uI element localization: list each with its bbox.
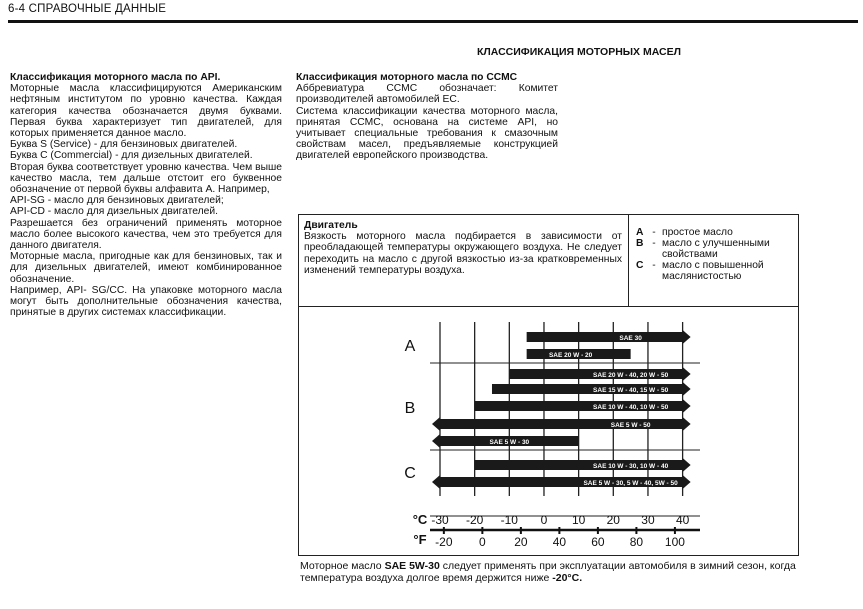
oil-range-label: SAE 30 [619,335,642,342]
api-heading: Классификация моторного масла по API. [10,72,221,83]
legend-text: масло с улучшенными свойствами [662,238,770,260]
celsius-tick-label: 20 [606,513,620,527]
api-paragraph: API-CD - масло для дизельных двигателей. [10,206,218,218]
api-paragraph: API-SG - масло для бензиновых двигателей; [10,195,224,207]
legend-item: C - масло с повышенной маслянистостью [636,260,796,282]
oil-range-label: SAE 5 W - 30, 5 W - 40, 5W - 50 [583,480,678,487]
legend-text: простое масло [662,227,733,238]
fahrenheit-unit: °F [413,532,427,547]
fahrenheit-tick-label: -20 [435,535,453,549]
oil-range-label: SAE 20 W - 40, 20 W - 50 [593,372,669,379]
api-paragraph: Моторные масла, пригодные как для бензиновых, так и для дизельных двигателей, имеют комбинированное обозначение. [10,251,282,285]
oil-range-bar [527,330,691,344]
caption [300,560,820,584]
legend-item: A - простое масло [636,227,796,238]
fahrenheit-tick-label: 80 [629,535,644,549]
celsius-tick-label: 10 [571,513,586,527]
celsius-tick-label: 30 [641,513,655,527]
ccmc-paragraph: Аббревиатура ССМС обозначает: Комитет производителей автомобилей ЕС. [296,83,558,106]
celsius-unit: °C [412,512,428,527]
legend-key: A [636,227,644,238]
api-paragraph: Разрешается без ограничений применять моторное масло более высокого качества, чем это требуется для данного двигателя. [10,217,282,252]
api-paragraph: Моторные масла классифицируются Американским нефтяным институтом по уровню качества. Каждая категория качества обозначается двумя буквами. Первая буква характеризует тип двигателей, для которых применяется данное масло. [10,83,282,140]
group-label: A [404,338,416,355]
celsius-tick-label: -20 [465,513,484,527]
oil-range-label: SAE 20 W - 20 [548,352,593,359]
ccmc-heading: Классификация моторного масла по ССМС [296,72,518,83]
api-paragraph: Буква S (Service) - для бензиновых двигателей. [10,139,238,151]
ccmc-paragraph: Система классификации качества моторного масла, принятая ССМС, основана на системе API, но учитывает специальные требования к смазочным свойствам масел, предъявляемые конструкцией двигателей европейского производства. [296,105,558,162]
oil-range-label: SAE 10 W - 30, 10 W - 40 [593,463,669,470]
caption-oil: SAE 5W-30 [384,560,440,572]
engine-heading: Двигатель [304,220,358,231]
legend-key: B [636,238,644,249]
group-label: B [404,400,416,417]
api-paragraph: Буква C (Commercial) - для дизельных двигателей. [10,150,253,162]
caption-part: Моторное масло [300,560,385,572]
fahrenheit-tick-label: 100 [664,535,685,549]
oil-range-label: SAE 5 W - 50 [610,422,651,429]
caption-part: следует применять при эксплуатации автомобиля в зимний сезон, когда температура воздуха долгое время держится ниже [300,560,796,584]
legend-item: B - масло с улучшенными свойствами [636,238,796,260]
oil-range-label: SAE 15 W - 40, 15 W - 50 [593,387,669,394]
fahrenheit-tick-label: 0 [479,535,486,549]
oil-range-bar [432,417,691,431]
celsius-tick-label: -30 [431,513,449,527]
page-header: 6-4 СПРАВОЧНЫЕ ДАННЫЕ [8,3,167,15]
fahrenheit-tick-label: 60 [591,535,605,549]
legend-key: C [636,260,644,271]
section-title: КЛАССИФИКАЦИЯ МОТОРНЫХ МАСЕЛ [476,46,682,58]
celsius-tick-label: -10 [500,513,518,527]
oil-range-label: SAE 10 W - 40, 10 W - 50 [593,404,669,411]
engine-text: Вязкость моторного масла подбирается в зависимости от преобладающей температуры окружающего воздуха. Не следует переходить на масло с другой вязкостью из-за кратковременных изменений температуры воздуха. [304,231,622,276]
oil-range-label: SAE 5 W - 30 [489,439,530,446]
caption-temp: -20°C. [552,572,583,584]
fahrenheit-tick-label: 20 [514,535,528,549]
celsius-tick-label: 0 [540,513,548,527]
legend-text: масло с повышенной маслянистостью [662,260,764,282]
group-label: C [404,465,416,482]
fahrenheit-tick-label: 40 [552,535,567,549]
api-paragraph: Вторая буква соответствует уровню качества. Чем выше качество масла, тем дальше отстоит его буквенное обозначение от первой буквы алфавита А. Например, [10,161,282,196]
api-paragraph: Например, API- SG/CC. На упаковке моторного масла могут быть дополнительные обозначения качества, принятые в других системах классификации. [10,284,282,319]
celsius-tick-label: 40 [675,513,690,527]
